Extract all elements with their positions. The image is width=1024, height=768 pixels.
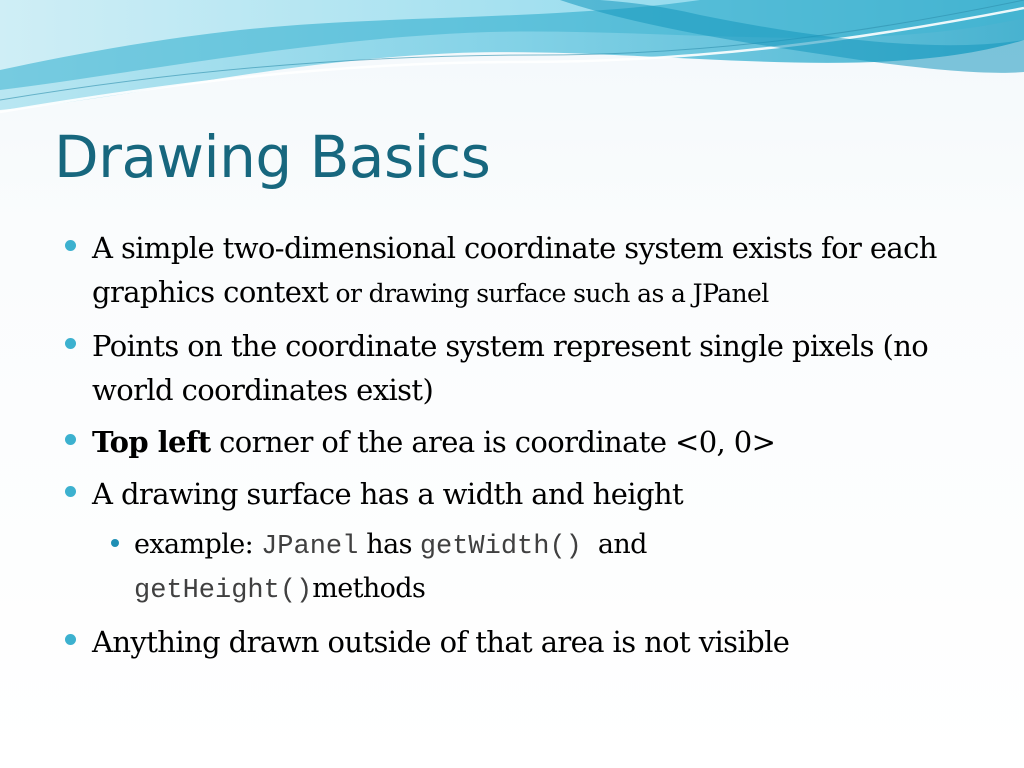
bullet-text: A simple two-dimensional coordinate system exists for each graphics context <box>92 231 937 309</box>
list-item <box>62 420 982 464</box>
list-item <box>62 226 982 316</box>
list-item <box>62 472 982 516</box>
bullet-icon <box>65 486 76 497</box>
sub-text: methods <box>312 573 426 604</box>
list-item <box>62 620 982 664</box>
sub-text: has <box>358 529 420 560</box>
code-getheight: getHeight() <box>134 576 313 606</box>
code-getwidth: getWidth() <box>419 532 582 562</box>
header-wave-decoration <box>0 0 1024 130</box>
bullet-text: Anything drawn outside of that area is not visible <box>92 625 790 659</box>
sub-bullet-icon <box>111 539 119 547</box>
bullet-text: Points on the coordinate system represent single pixels (no world coordinates exist) <box>92 329 929 407</box>
code-jpanel: JPanel <box>261 532 359 562</box>
bullet-text: corner of the area is coordinate <0, 0> <box>210 425 776 459</box>
bullet-icon <box>65 240 76 251</box>
bullet-text-small: or drawing surface such as a JPanel <box>328 279 769 308</box>
slide-title: Drawing Basics <box>54 123 491 191</box>
sub-text: and <box>581 529 655 560</box>
bullet-bold-text: Top left <box>92 425 211 459</box>
bullet-text: A drawing surface has a width and height <box>92 477 684 511</box>
sub-text: example: <box>134 529 262 560</box>
bullet-icon <box>65 634 76 645</box>
bullet-list <box>62 226 982 672</box>
bullet-icon <box>65 338 76 349</box>
list-item <box>62 324 982 412</box>
sub-list-item <box>62 524 982 612</box>
bullet-icon <box>65 434 76 445</box>
